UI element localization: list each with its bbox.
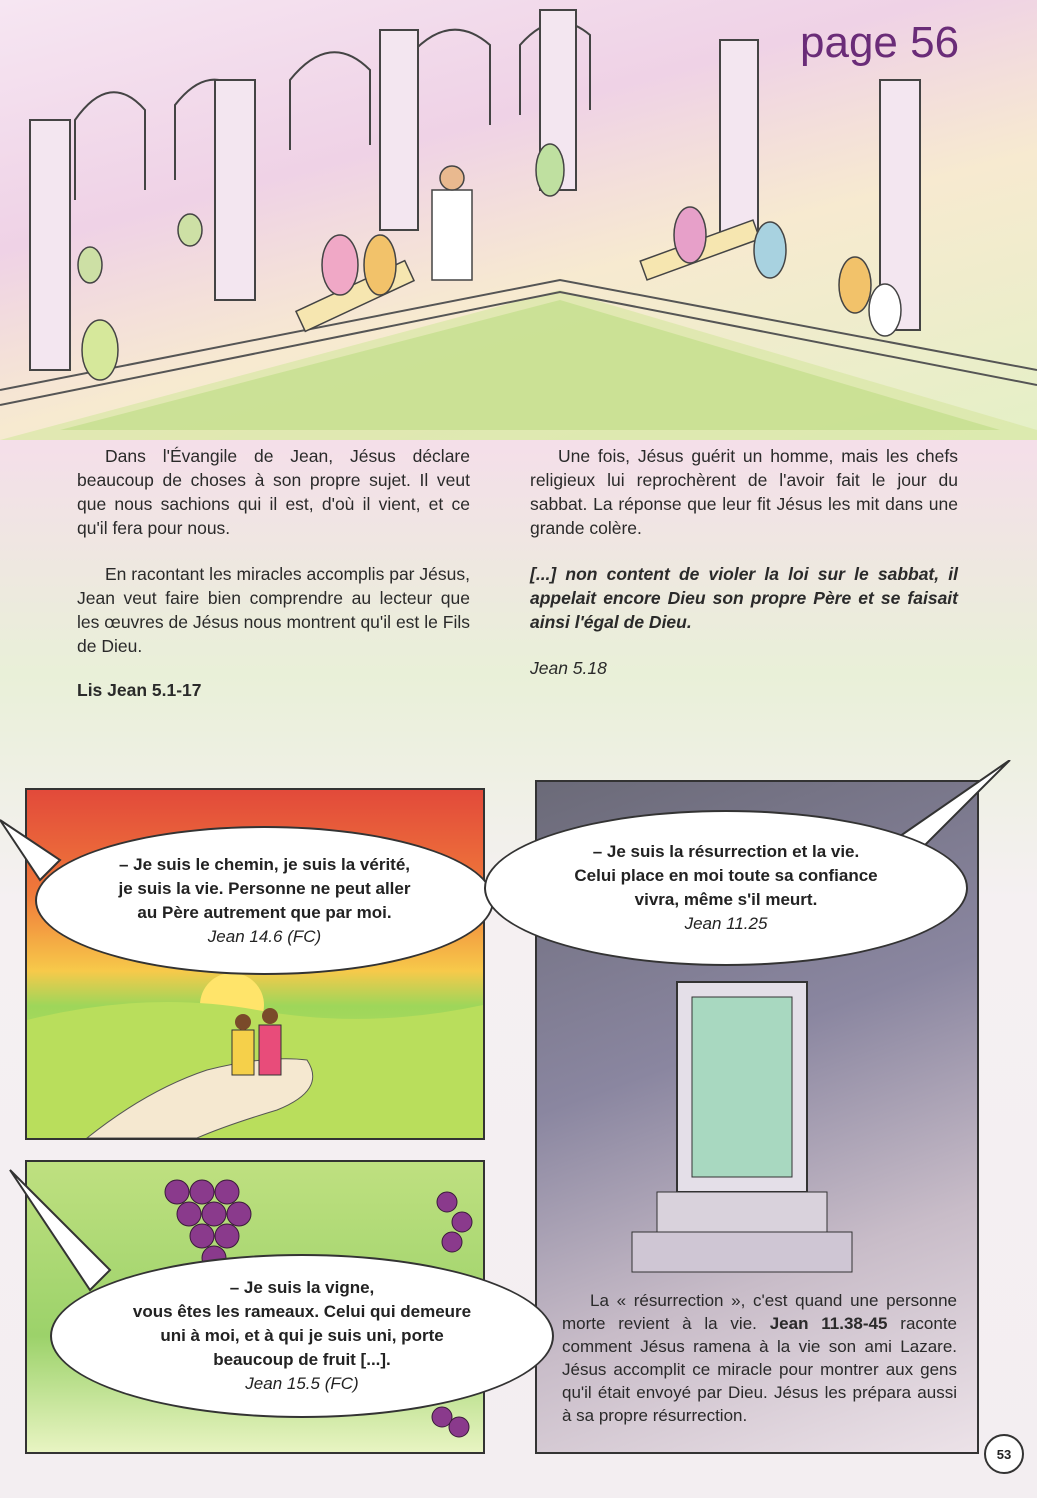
bubble-vine-line-1: – Je suis la vigne, [229, 1278, 375, 1297]
bubble-vine-line-2: vous êtes les rameaux. Celui qui demeure [132, 1302, 472, 1321]
speech-bubble-resurrection [484, 810, 968, 966]
page-label: page 56 [800, 18, 960, 67]
scripture-quote-reference: Jean 5.18 [530, 658, 607, 678]
resurrection-paragraph [562, 1289, 957, 1427]
left-paragraph-2: En racontant les miracles accomplis par Jésus, Jean veut faire bien comprendre au lecteur que les œuvres de Jésus nous montrent qu'il est le Fils de Dieu. [77, 564, 470, 656]
bubble-resurrection-line-1: – Je suis la résurrection et la vie. [592, 842, 860, 861]
bubble-vine-reference: Jean 15.5 (FC) [245, 1374, 359, 1393]
resurrection-text-before: La « résurrection », c'est quand une personne morte revient à la vie. [562, 1291, 957, 1333]
left-text-column [77, 444, 470, 724]
bubble-way-reference: Jean 14.6 (FC) [207, 926, 322, 946]
bubble-resurrection-line-3: vivra, même s'il meurt. [634, 890, 818, 909]
bubble-way-line-1: – Je suis le chemin, je suis la vérité, [118, 854, 411, 874]
temple-illustration [0, 0, 1037, 440]
resurrection-reference: Jean 11.38-45 [769, 1314, 888, 1333]
page-number: 53 [984, 1434, 1024, 1474]
resurrection-text-after: raconte comment Jésus ramena à la vie son ami Lazare. Jésus accomplit ce miracle pour montrer aux gens qu'il était envoyé par Dieu. Jésus les prépara aussi à sa propre résurrection. [562, 1314, 957, 1425]
bubble-vine-line-3: uni à moi, et à qui je suis uni, porte [160, 1326, 444, 1345]
bubble-vine-line-4: beaucoup de fruit [...]. [213, 1350, 391, 1369]
speech-bubble-vine [50, 1254, 554, 1418]
bubble-resurrection-reference: Jean 11.25 [684, 914, 768, 933]
scripture-quote: [...] non content de violer la loi sur le sabbat, il appelait encore Dieu son propre Père et se faisait ainsi l'égal de Dieu. [530, 564, 958, 632]
left-paragraph-1: Dans l'Évangile de Jean, Jésus déclare beaucoup de choses à son propre sujet. Il veut que nous sachions qui il est, d'où il vient, et ce qu'il fera pour nous. [77, 446, 470, 538]
bubble-way-line-2: je suis la vie. Personne ne peut aller [118, 878, 411, 898]
speech-bubble-way [35, 826, 494, 975]
bubble-way-line-3: au Père autrement que par moi. [137, 902, 392, 922]
bottom-text [562, 1289, 957, 1427]
reading-reference: Lis Jean 5.1-17 [77, 680, 202, 700]
right-text-column [530, 444, 958, 702]
right-paragraph-1: Une fois, Jésus guérit un homme, mais les chefs religieux lui reprochèrent de l'avoir fait le jour du sabbat. La réponse que leur fit Jésus les mit dans une grande colère. [530, 446, 958, 538]
bubble-resurrection-line-2: Celui place en moi toute sa confiance [574, 866, 878, 885]
